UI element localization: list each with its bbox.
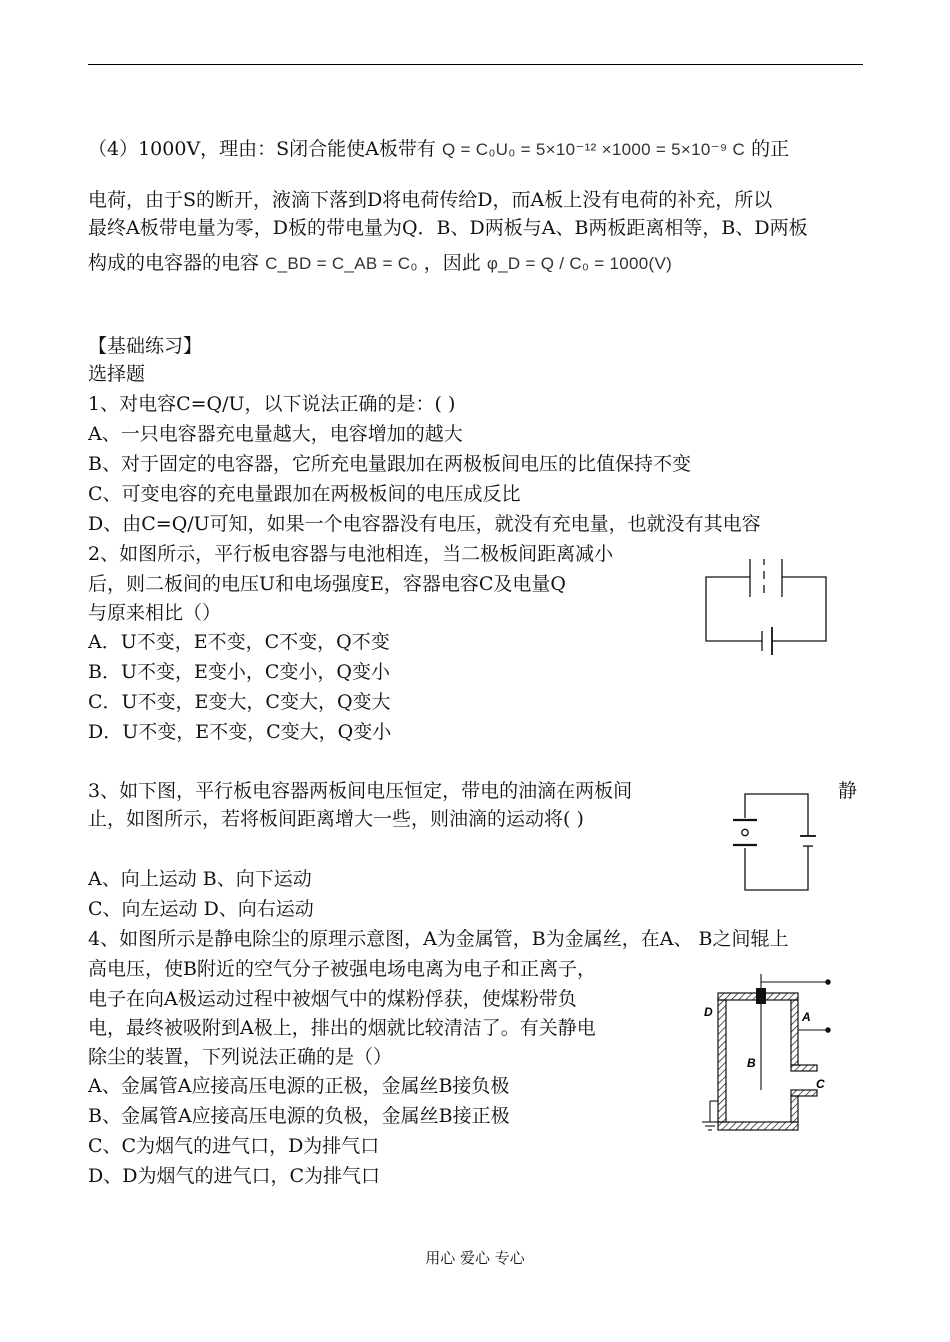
answer-text: （4）1000V，理由：S闭合能使A板带有 — [88, 138, 436, 160]
q1-stem: 1、对电容C=Q/U，以下说法正确的是：( ) — [88, 393, 456, 415]
answer-text: ，因此 — [423, 252, 481, 274]
answer-line-1 — [88, 136, 789, 163]
q4-stem: 高电压，使B附近的空气分子被强电场电离为电子和正离子， — [88, 958, 596, 980]
q3-stem-tail: 静 — [838, 780, 858, 802]
q4-stem: 除尘的装置，下列说法正确的是（） — [88, 1046, 393, 1068]
section-subheading: 选择题 — [88, 363, 146, 385]
header-rule — [88, 64, 863, 65]
section-heading: 【基础练习】 — [88, 335, 203, 357]
oil-drop-circuit — [730, 790, 830, 895]
q2-option: A．U不变，E不变，C不变，Q不变 — [88, 631, 390, 653]
q2-stem: 2、如图所示，平行板电容器与电池相连，当二极板间距离减小 — [88, 543, 614, 565]
q4-option: C、C为烟气的进气口，D为排气口 — [88, 1135, 380, 1157]
q1-option: B、对于固定的电容器，它所充电量跟加在两极板间电压的比值保持不变 — [88, 453, 691, 475]
q3-options: C、向左运动 D、向右运动 — [88, 898, 314, 920]
q2-stem: 与原来相比（） — [88, 602, 222, 624]
q4-stem: 4、如图所示是静电除尘的原理示意图，A为金属管，B为金属丝，在A、 B之间辊上 — [88, 928, 789, 950]
q1-option: A、一只电容器充电量越大，电容增加的越大 — [88, 423, 463, 445]
answer-line-2: 电荷，由于S的断开，液滴下落到D将电荷传给D，而A板上没有电荷的补充，所以 — [88, 189, 773, 211]
label-c: C — [816, 1077, 825, 1091]
electrostatic-precipitator-diagram — [690, 970, 840, 1145]
potential-formula: φ_D = Q / C₀ = 1000(V) — [486, 254, 673, 273]
q3-options: A、向上运动 B、向下运动 — [88, 868, 312, 890]
q3-stem: 止，如图所示，若将板间距离增大一些，则油滴的运动将( ) — [88, 808, 584, 830]
q2-stem: 后，则二板间的电压U和电场强度E，容器电容C及电量Q — [88, 573, 566, 595]
label-d: D — [704, 1005, 713, 1019]
q4-stem: 电，最终被吸附到A极上，排出的烟就比较清洁了。有关静电 — [88, 1017, 596, 1039]
page-footer: 用心 爱心 专心 — [425, 1249, 525, 1267]
answer-text: 的正 — [751, 138, 790, 160]
label-a: A — [802, 1010, 811, 1024]
q4-option: B、金属管A应接高压电源的负极，金属丝B接正极 — [88, 1105, 510, 1127]
q2-option: D．U不变，E不变，C变大，Q变小 — [88, 721, 392, 743]
label-b: B — [747, 1056, 756, 1070]
charge-formula: Q = C₀U₀ = 5×10⁻¹² ×1000 = 5×10⁻⁹ C — [441, 140, 746, 159]
answer-line-4 — [88, 250, 672, 277]
q3-stem: 3、如下图，平行板电容器两板间电压恒定，带电的油滴在两板间 — [88, 780, 633, 802]
q4-option: A、金属管A应接高压电源的正极，金属丝B接负极 — [88, 1075, 510, 1097]
answer-text: 构成的电容器的电容 — [88, 252, 260, 274]
q1-option: C、可变电容的充电量跟加在两极板间的电压成反比 — [88, 483, 521, 505]
q4-option: D、D为烟气的进气口，C为排气口 — [88, 1165, 381, 1187]
q2-option: B．U不变，E变小，C变小，Q变小 — [88, 661, 390, 683]
capacitance-formula: C_BD = C_AB = C₀ — [265, 254, 418, 273]
q2-option: C．U不变，E变大，C变大，Q变大 — [88, 691, 391, 713]
answer-line-3: 最终A板带电量为零，D板的带电量为Q．B、D两板与A、B两板距离相等，B、D两板 — [88, 217, 808, 239]
q1-option: D、由C=Q/U可知，如果一个电容器没有电压，就没有充电量，也就没有其电容 — [88, 513, 761, 535]
q4-stem: 电子在向A极运动过程中被烟气中的煤粉俘获，使煤粉带负 — [88, 988, 577, 1010]
capacitor-battery-circuit — [700, 555, 832, 665]
